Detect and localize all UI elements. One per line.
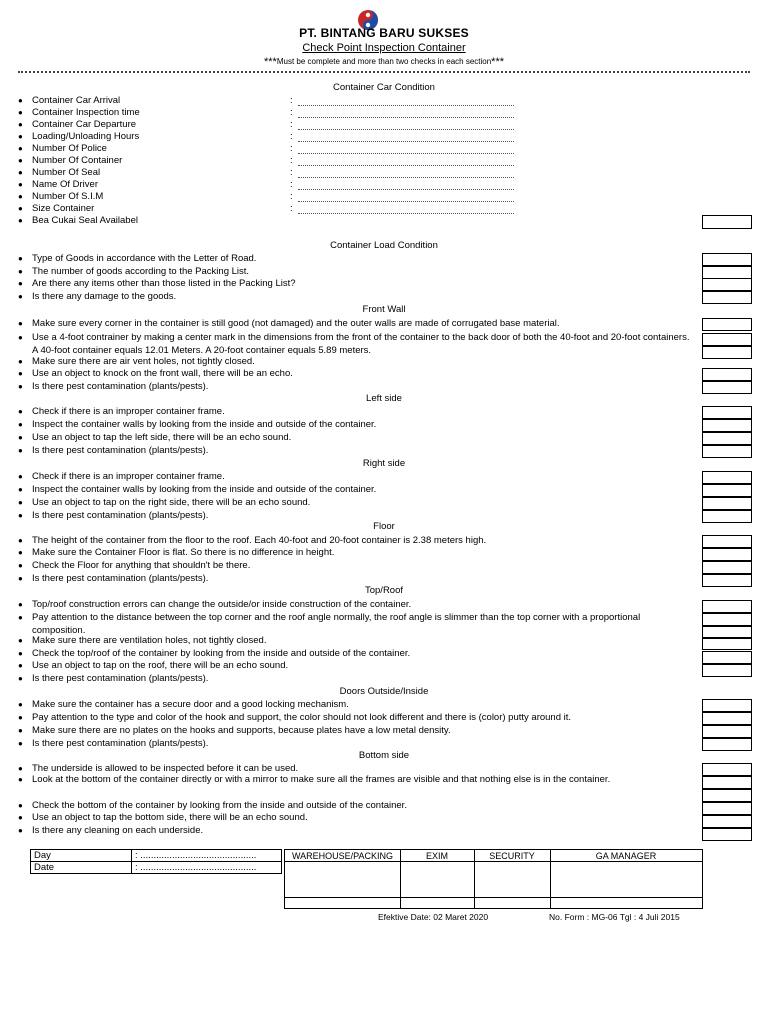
bullet-icon: ● <box>18 713 23 722</box>
check-box[interactable] <box>702 368 752 381</box>
note-stars-left: *** <box>263 56 277 68</box>
checklist-item-text: Is there pest contamination (plants/pests). <box>32 381 209 392</box>
checklist-item-text: Is there any cleaning on each underside. <box>32 825 204 836</box>
sig-label-security: SECURITY <box>489 851 535 861</box>
check-box[interactable] <box>702 278 752 291</box>
checklist-item-text: Top/roof construction errors can change the outside/or inside construction of the container. <box>32 599 412 610</box>
bullet-icon: ● <box>18 485 23 494</box>
section-title: Right side <box>362 458 406 469</box>
check-box[interactable] <box>702 664 752 677</box>
check-box[interactable] <box>702 600 752 613</box>
bullet-icon: ● <box>18 613 23 622</box>
check-box[interactable] <box>702 613 752 626</box>
bullet-icon: ● <box>18 407 23 416</box>
checklist-item-text: Check if there is an improper container frame. <box>32 406 225 417</box>
checklist-item-text: Is there pest contamination (plants/pests). <box>32 510 209 521</box>
bullet-icon: ● <box>18 267 23 276</box>
bullet-icon: ● <box>18 511 23 520</box>
checklist-item-text: Use an object to tap the left side, there will be an echo sound. <box>32 432 292 443</box>
check-box[interactable] <box>702 497 752 510</box>
check-box[interactable] <box>702 828 752 841</box>
bullet-icon: ● <box>18 279 23 288</box>
check-box[interactable] <box>702 561 752 574</box>
field-colon: : <box>290 95 293 106</box>
check-box[interactable] <box>702 802 752 815</box>
bullet-icon: ● <box>18 204 23 213</box>
checklist-item-text: Make sure there are air vent holes, not tightly closed. <box>32 356 255 367</box>
checklist-item-text: Is there pest contamination (plants/pests). <box>32 573 209 584</box>
bullet-icon: ● <box>18 108 23 117</box>
bullet-icon: ● <box>18 536 23 545</box>
car-field-label: Number Of Container <box>32 155 123 166</box>
bullet-icon: ● <box>18 292 23 301</box>
check-box[interactable] <box>702 318 752 331</box>
check-box[interactable] <box>702 763 752 776</box>
checklist-item-text: Is there pest contamination (plants/pests). <box>32 738 209 749</box>
bullet-icon: ● <box>18 826 23 835</box>
bullet-icon: ● <box>18 319 23 328</box>
check-box[interactable] <box>702 432 752 445</box>
car-field-input[interactable] <box>298 120 514 130</box>
checklist-item-text: Use an object to tap the bottom side, there will be an echo sound. <box>32 812 308 823</box>
field-colon: : <box>290 191 293 202</box>
form-number: No. Form : MG-06 Tgl : 4 Juli 2015 <box>549 912 680 922</box>
car-field-input[interactable] <box>298 108 514 118</box>
checklist-item-text: The underside is allowed to be inspected before it can be used. <box>32 763 299 774</box>
bullet-icon: ● <box>18 813 23 822</box>
checklist-item-text: Use an object to knock on the front wall, there will be an echo. <box>32 368 293 379</box>
car-field-input[interactable] <box>298 96 514 106</box>
car-field-input[interactable] <box>298 144 514 154</box>
check-box[interactable] <box>702 484 752 497</box>
checklist-item-text: Check the top/roof of the container by looking from the inside and outside of the container. <box>32 648 411 659</box>
check-box[interactable] <box>702 651 752 664</box>
bullet-icon: ● <box>18 333 23 342</box>
car-field-label: Number Of Seal <box>32 167 101 178</box>
day-date-table <box>30 849 282 874</box>
bullet-icon: ● <box>18 168 23 177</box>
car-field-label: Container Inspection time <box>32 107 140 118</box>
bullet-icon: ● <box>18 420 23 429</box>
car-field-input[interactable] <box>298 156 514 166</box>
effective-date: Efektive Date: 02 Maret 2020 <box>378 912 489 922</box>
check-box[interactable] <box>702 776 752 789</box>
bullet-icon: ● <box>18 120 23 129</box>
car-field-label: Container Car Departure <box>32 119 137 130</box>
checklist-item-text: The number of goods according to the Packing List. <box>32 266 250 277</box>
bullet-icon: ● <box>18 180 23 189</box>
bullet-icon: ● <box>18 674 23 683</box>
car-field-input[interactable] <box>298 192 514 202</box>
field-colon: : <box>290 155 293 166</box>
date-field[interactable]: : ............................................ <box>132 862 282 874</box>
car-field-input[interactable] <box>298 132 514 142</box>
car-condition-title: Container Car Condition <box>333 82 435 93</box>
sig-label-exim: EXIM <box>425 851 448 861</box>
checklist-item-text: Is there pest contamination (plants/pests). <box>32 445 209 456</box>
day-field[interactable]: : ............................................ <box>132 850 282 862</box>
check-box[interactable] <box>702 712 752 725</box>
field-colon: : <box>290 179 293 190</box>
bullet-icon: ● <box>18 649 23 658</box>
bullet-icon: ● <box>18 369 23 378</box>
header-divider <box>18 71 750 73</box>
field-colon: : <box>290 143 293 154</box>
bullet-icon: ● <box>18 574 23 583</box>
car-field-input[interactable] <box>298 204 514 214</box>
bullet-icon: ● <box>18 661 23 670</box>
day-label: Day <box>31 850 132 862</box>
car-field-label: Size Container <box>32 203 95 214</box>
section-title: Floor <box>373 521 395 532</box>
check-box[interactable] <box>702 789 752 802</box>
field-colon: : <box>290 119 293 130</box>
check-box[interactable] <box>702 419 752 432</box>
section-title: Front Wall <box>362 304 406 315</box>
checklist-item-text: The height of the container from the floor to the roof. Each 40-foot and 20-foot container is 2.38 meters high. <box>32 535 487 546</box>
date-label: Date <box>31 862 132 874</box>
bullet-icon: ● <box>18 132 23 141</box>
bullet-icon: ● <box>18 472 23 481</box>
check-box[interactable] <box>702 333 752 346</box>
section-title: Doors Outside/Inside <box>339 686 429 697</box>
field-colon: : <box>290 107 293 118</box>
check-box[interactable] <box>702 535 752 548</box>
section-title: Container Load Condition <box>330 240 438 251</box>
section-title: Top/Roof <box>364 585 404 596</box>
bullet-icon: ● <box>18 700 23 709</box>
sig-name-line <box>285 897 702 898</box>
check-box[interactable] <box>702 548 752 561</box>
sig-header-line <box>285 861 702 862</box>
form-title: Check Point Inspection Container <box>302 42 466 54</box>
bullet-icon: ● <box>18 357 23 366</box>
checklist-item-text: Pay attention to the type and color of the hook and support, the color should not look different and there is (color) putty around it. <box>32 712 572 723</box>
note-text: Must be complete and more than two checks in each section <box>276 57 492 66</box>
bea-cukai-label: Bea Cukai Seal Availabel <box>32 215 138 226</box>
checklist-item-text: Check the Floor for anything that shouldn't be there. <box>32 560 251 571</box>
bullet-icon: ● <box>18 144 23 153</box>
bullet-icon: ● <box>18 600 23 609</box>
car-field-label: Container Car Arrival <box>32 95 121 106</box>
date-row <box>31 862 282 874</box>
field-colon: : <box>290 131 293 142</box>
check-box[interactable] <box>702 471 752 484</box>
check-box[interactable] <box>702 346 752 359</box>
sig-label-warehouse: WAREHOUSE/PACKING <box>291 851 393 861</box>
bullet-icon: ● <box>18 446 23 455</box>
check-box[interactable] <box>702 815 752 828</box>
sig-label-ga-manager: GA MANAGER <box>595 851 657 861</box>
checklist-item-text: Use an object to tap on the roof, there will be an echo sound. <box>32 660 289 671</box>
checklist-item-text: Make sure there are ventilation holes, not tightly closed. <box>32 635 267 646</box>
car-field-label: Number Of Police <box>32 143 107 154</box>
check-box[interactable] <box>702 725 752 738</box>
checklist-item-text: Type of Goods in accordance with the Letter of Road. <box>32 253 257 264</box>
bullet-icon: ● <box>18 192 23 201</box>
checklist-item-text: Use a 4-foot contrainer by making a center mark in the dimensions from the front of the container to the back door of both the 40-foot and 20-foot containers. A 40-foot container equals 12.01 Meters. A 20-foot container equals 5.89 meters. <box>32 332 690 356</box>
note-stars-right: *** <box>491 56 505 68</box>
checklist-item-text: Pay attention to the distance between the top corner and the roof angle normally, the roof angle is slimmer than the top corner with a proportional composition. <box>32 612 641 636</box>
checklist-item-text: Is there pest contamination (plants/pests). <box>32 673 209 684</box>
field-colon: : <box>290 167 293 178</box>
car-field-label: Loading/Unloading Hours <box>32 131 140 142</box>
bullet-icon: ● <box>18 775 23 784</box>
car-field-label: Number Of S.I.M <box>32 191 104 202</box>
bullet-icon: ● <box>18 382 23 391</box>
checklist-item-text: Look at the bottom of the container directly or with a mirror to make sure all the frames are visible and that nothing else is in the container. <box>32 774 611 785</box>
bullet-icon: ● <box>18 156 23 165</box>
checklist-item-text: Check if there is an improper container frame. <box>32 471 225 482</box>
checklist-item-text: Inspect the container walls by looking from the inside and outside of the container. <box>32 419 377 430</box>
check-box[interactable] <box>702 215 752 229</box>
bullet-icon: ● <box>18 764 23 773</box>
check-box[interactable] <box>702 699 752 712</box>
check-box[interactable] <box>702 406 752 419</box>
form-note <box>0 56 768 68</box>
car-field-input[interactable] <box>298 180 514 190</box>
checklist-item-text: Make sure the container has a secure door and a good locking mechanism. <box>32 699 349 710</box>
checklist-item-text: Make sure there are no plates on the hooks and supports, because plates have a low metal density. <box>32 725 451 736</box>
car-field-input[interactable] <box>298 168 514 178</box>
day-row <box>31 850 282 862</box>
bullet-icon: ● <box>18 801 23 810</box>
check-box[interactable] <box>702 291 752 304</box>
bullet-icon: ● <box>18 739 23 748</box>
check-box[interactable] <box>702 253 752 266</box>
bullet-icon: ● <box>18 216 23 225</box>
check-box[interactable] <box>702 445 752 458</box>
bullet-icon: ● <box>18 548 23 557</box>
section-title: Left side <box>366 393 402 404</box>
signature-table <box>284 849 703 909</box>
checklist-item-text: Is there any damage to the goods. <box>32 291 177 302</box>
checklist-item-text: Check the bottom of the container by looking from the inside and outside of the container. <box>32 800 407 811</box>
bullet-icon: ● <box>18 726 23 735</box>
checklist-item-text: Are there any items other than those listed in the Packing List? <box>32 278 296 289</box>
bullet-icon: ● <box>18 254 23 263</box>
bullet-icon: ● <box>18 96 23 105</box>
checklist-item-text: Make sure every corner in the container is still good (not damaged) and the outer walls are made of corrugated base material. <box>32 318 560 329</box>
bullet-icon: ● <box>18 636 23 645</box>
bullet-icon: ● <box>18 561 23 570</box>
car-field-label: Name Of Driver <box>32 179 98 190</box>
check-box[interactable] <box>702 637 752 650</box>
checklist-item-text: Use an object to tap on the right side, there will be an echo sound. <box>32 497 311 508</box>
bullet-icon: ● <box>18 433 23 442</box>
checklist-item-text: Inspect the container walls by looking from the inside and outside of the container. <box>32 484 377 495</box>
field-colon: : <box>290 203 293 214</box>
section-title: Bottom side <box>358 750 410 761</box>
bullet-icon: ● <box>18 498 23 507</box>
checklist-item-text: Make sure the Container Floor is flat. So there is no difference in height. <box>32 547 335 558</box>
company-name: PT. BINTANG BARU SUKSES <box>299 26 469 40</box>
